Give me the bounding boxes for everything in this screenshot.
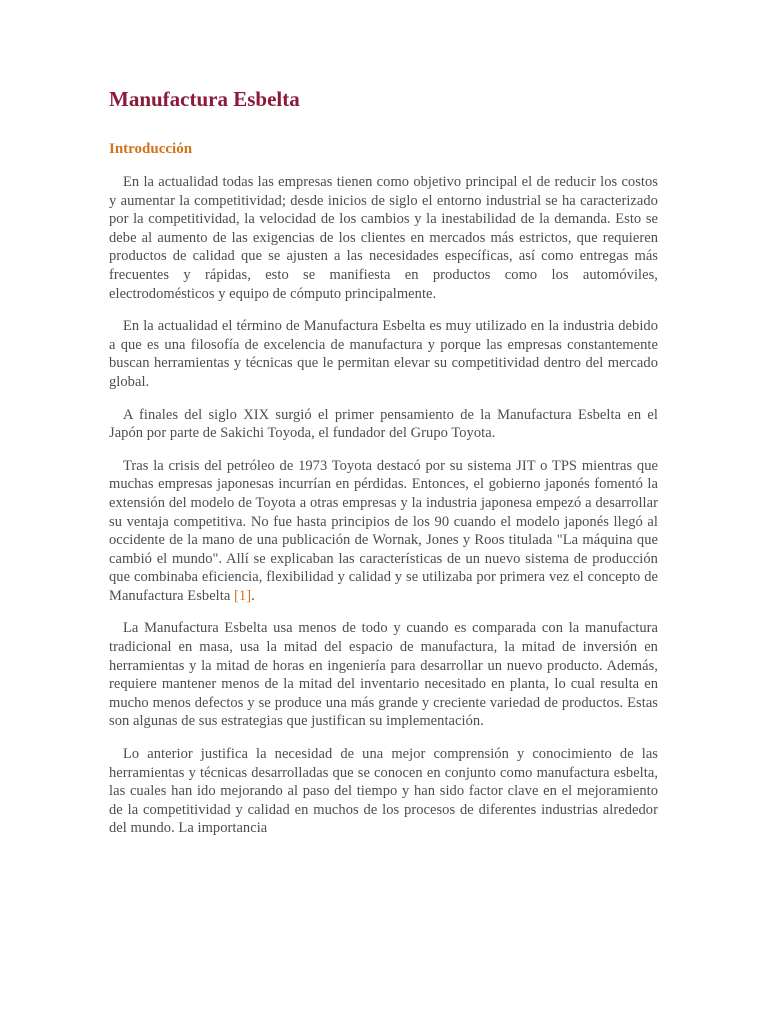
section-heading-introduccion: Introducción (109, 141, 193, 157)
paragraph-6: Lo anterior justifica la necesidad de una mejor comprensión y conocimiento de las herramientas y técnicas desarrolladas que se conocen en conjunto como manufactura esbelta, las cuales han ido mejorando al paso del tiempo y han sido factor clave en el mejoramiento de la competitividad y calidad en muchos de los procesos de diferentes industrias alrededor del mundo. La importancia (109, 746, 658, 837)
document-page (109, 82, 658, 852)
paragraph-5: La Manufactura Esbelta usa menos de todo y cuando es comparada con la manufactura tradicional en masa, usa la mitad del espacio de manufactura, la mitad de inversión en herramientas y la mitad de horas en ingeniería para desarrollar un nuevo producto. Además, requiere mantener menos de la mitad del inventario necesitado en planta, lo cual resulta en mucho menos defectos y se produce una más grande y creciente variedad de productos. Estas son algunas de sus estrategias que justifican su implementación. (109, 620, 658, 730)
document-title: Manufactura Esbelta (109, 87, 300, 111)
paragraph-2: En la actualidad el término de Manufactura Esbelta es muy utilizado en la industria debido a que es una filosofía de excelencia de manufactura y porque las empresas constantemente buscan herramientas y técnicas que le permitan elevar su competitividad dentro del mercado global. (109, 318, 658, 390)
paragraph-4 (109, 457, 658, 606)
paragraph-4-text: Tras la crisis del petróleo de 1973 Toyota destacó por su sistema JIT o TPS mientras que muchas empresas japonesas incurrían en pérdidas. Entonces, el gobierno japonés fomentó la extensión del modelo de Toyota a otras empresas y la industria japonesa empezó a desarrollar su ventaja competitiva. No fue hasta principios de los 90 cuando el modelo japonés llegó al occidente de la mano de una publicación de Wornak, Jones y Roos titulada "La máquina que cambió el mundo". Allí se explicaban las características de un nuevo sistema de producción que combinaba eficiencia, flexibilidad y calidad y se utilizaba por primera vez el concepto de Manufactura Esbelta (109, 457, 658, 604)
paragraph-4-end: . (251, 587, 255, 604)
paragraph-3: A finales del siglo XIX surgió el primer pensamiento de la Manufactura Esbelta en el Japón por parte de Sakichi Toyoda, el fundador del Grupo Toyota. (109, 406, 658, 442)
footnote-reference-link[interactable]: [1] (234, 587, 252, 604)
paragraph-1: En la actualidad todas las empresas tienen como objetivo principal el de reducir los costos y aumentar la competitividad; desde inicios de siglo el entorno industrial se ha caracterizado por la competitividad, la velocidad de los cambios y la inestabilidad de la demanda. Esto se debe al aumento de las exigencias de los clientes en mercados más estrictos, que requieren productos de calidad que se ajusten a las necesidades específicas, así como entregas más frecuentes y rápidas, esto se manifiesta en productos como los automóviles, electrodomésticos y equipo de cómputo principalmente. (109, 174, 658, 302)
